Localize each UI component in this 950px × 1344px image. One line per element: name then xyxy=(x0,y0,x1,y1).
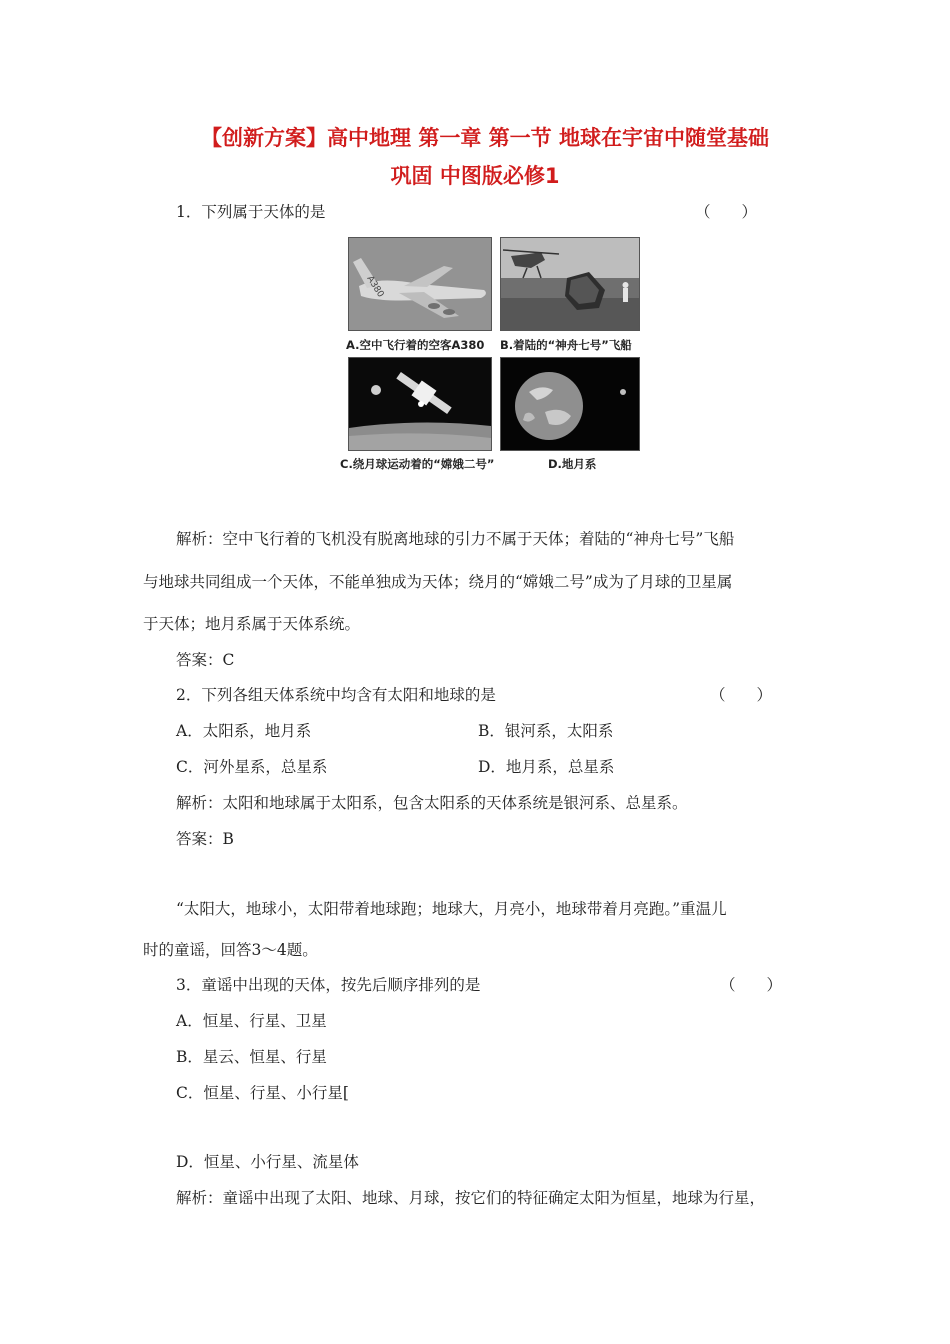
q2-option-c: C．河外星系，总星系 xyxy=(176,758,328,776)
q3-option-c: C．恒星、行星、小行星[ xyxy=(176,1084,349,1102)
caption-b: B.着陆的“神舟七号”飞船 xyxy=(500,338,632,352)
q1-answer-paren: （ ） xyxy=(695,203,758,221)
q1-answer: 答案：C xyxy=(176,651,235,669)
q3-analysis: 解析：童谣中出现了太阳、地球、月球，按它们的特征确定太阳为恒星，地球为行星， xyxy=(176,1189,766,1207)
q3-stem: 3．童谣中出现的天体，按先后顺序排列的是 xyxy=(176,976,481,994)
q3-option-b: B．星云、恒星、行星 xyxy=(176,1048,327,1066)
q3-answer-paren: （ ） xyxy=(720,976,783,994)
q2-stem: 2．下列各组天体系统中均含有太阳和地球的是 xyxy=(176,686,496,704)
q3-option-d: D．恒星、小行星、流星体 xyxy=(176,1153,359,1171)
passage-line-2: 时的童谣，回答3～4题。 xyxy=(143,941,318,959)
photo-change2-probe xyxy=(348,357,492,451)
q2-option-a: A．太阳系，地月系 xyxy=(176,722,312,740)
q1-analysis-line-3: 于天体；地月系属于天体系统。 xyxy=(143,615,361,633)
document-title-line-1: 【创新方案】高中地理 第一章 第一节 地球在宇宙中随堂基础 xyxy=(201,126,769,150)
q1-analysis-line-1: 解析：空中飞行着的飞机没有脱离地球的引力不属于天体；着陆的“神舟七号”飞船 xyxy=(176,530,735,548)
passage-line-1: “太阳大，地球小，太阳带着地球跑；地球大，月亮小，地球带着月亮跑。”重温儿 xyxy=(176,900,727,918)
caption-a: A.空中飞行着的空客A380 xyxy=(346,338,485,352)
q3-option-a: A．恒星、行星、卫星 xyxy=(176,1012,327,1030)
q1-stem: 1．下列属于天体的是 xyxy=(176,203,326,221)
caption-c: C.绕月球运动着的“嫦娥二号” xyxy=(340,457,495,471)
plane-tail-text: A380 xyxy=(364,274,386,300)
q2-option-d: D．地月系，总星系 xyxy=(478,758,615,776)
photo-shenzhou-capsule xyxy=(500,237,640,331)
document-title-line-2: 巩固 中图版必修1 xyxy=(390,164,560,188)
q2-answer-paren: （ ） xyxy=(710,686,773,704)
q2-option-b: B．银河系，太阳系 xyxy=(478,722,614,740)
q2-answer: 答案：B xyxy=(176,830,234,848)
q2-analysis: 解析：太阳和地球属于太阳系，包含太阳系的天体系统是银河系、总星系。 xyxy=(176,794,688,812)
caption-d: D.地月系 xyxy=(548,457,597,471)
q1-analysis-line-2: 与地球共同组成一个天体，不能单独成为天体；绕月的“嫦娥二号”成为了月球的卫星属 xyxy=(143,573,733,591)
photo-earth-moon-system xyxy=(500,357,640,451)
photo-a380-airplane xyxy=(348,237,492,331)
